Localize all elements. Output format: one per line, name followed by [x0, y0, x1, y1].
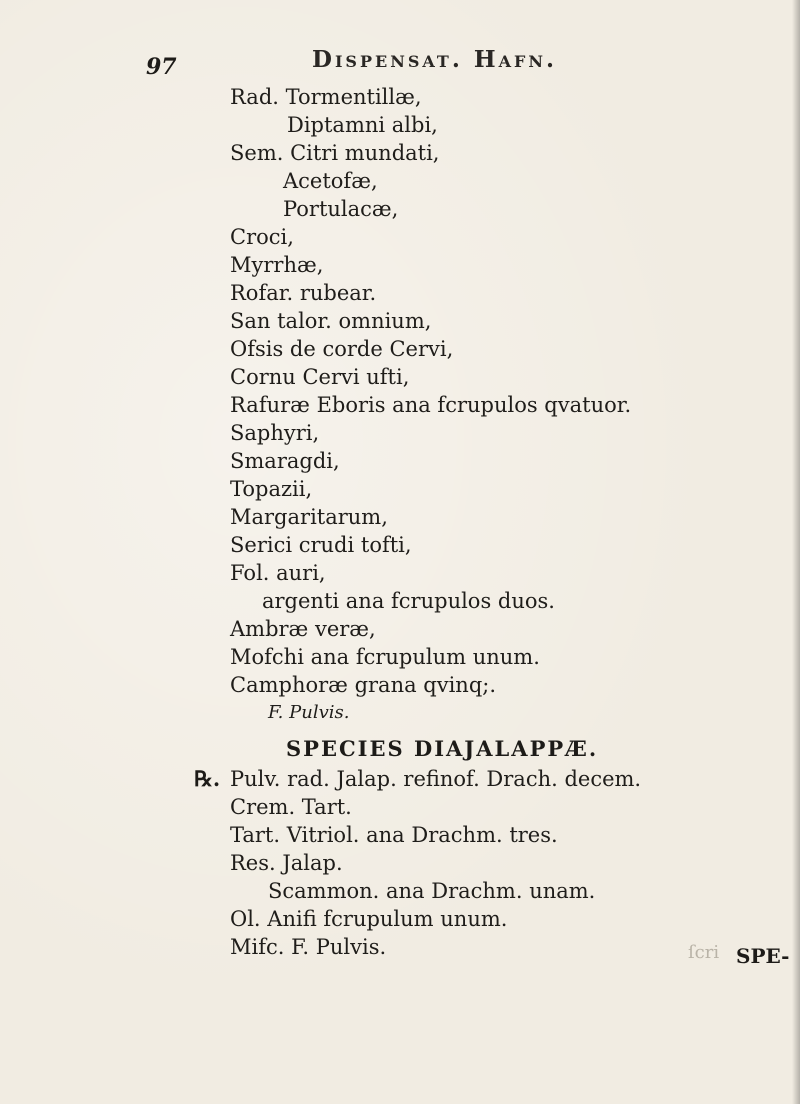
- recipe-line: Diptamni albi,: [287, 113, 438, 137]
- recipe-line: Saphyri,: [230, 421, 320, 445]
- recipe-line: Cornu Cervi ufti,: [230, 365, 410, 389]
- section-title: SPECIES DIAJALAPPÆ.: [286, 736, 599, 761]
- page-header: [0, 44, 800, 84]
- recipe-line: Tart. Vitriol. ana Drachm. tres.: [230, 823, 558, 847]
- recipe-line: Ambræ veræ,: [230, 617, 376, 641]
- recipe-line: Camphoræ grana qvinq;.: [230, 673, 497, 697]
- recipe-mark: ℞.: [194, 766, 221, 791]
- recipe-line: Mifc. F. Pulvis.: [230, 935, 387, 959]
- recipe-line: Scammon. ana Drachm. unam.: [268, 879, 596, 903]
- recipe-line: Pulv. rad. Jalap. refinof. Drach. decem.: [230, 767, 642, 791]
- recipe-line: Rad. Tormentillæ,: [230, 85, 422, 109]
- recipe-line: San talor. omnium,: [230, 309, 432, 333]
- bleed-through-text: ſcri: [688, 942, 720, 963]
- recipe-line: Portulacæ,: [283, 197, 399, 221]
- recipe-line: Serici crudi tofti,: [230, 533, 412, 557]
- recipe-line: Sem. Citri mundati,: [230, 141, 440, 165]
- page-number: 97: [146, 54, 177, 80]
- page-edge-shadow: [792, 0, 800, 1104]
- catchword: SPE-: [736, 944, 790, 968]
- recipe-line: Fol. auri,: [230, 561, 326, 585]
- recipe-line: Mofchi ana fcrupulum unum.: [230, 645, 540, 669]
- recipe-line: argenti ana fcrupulos duos.: [262, 589, 555, 613]
- recipe-line: F. Pulvis.: [268, 702, 350, 723]
- recipe-line: Rafuræ Eboris ana fcrupulos qvatuor.: [230, 393, 632, 417]
- recipe-line: Acetofæ,: [283, 169, 378, 193]
- recipe-line: Ofsis de corde Cervi,: [230, 337, 454, 361]
- recipe-line: Rofar. rubear.: [230, 281, 377, 305]
- running-head: Dispensat. Hafn.: [312, 46, 557, 73]
- recipe-line: Ol. Anifi fcrupulum unum.: [230, 907, 508, 931]
- recipe-line: Margaritarum,: [230, 505, 388, 529]
- recipe-line: Croci,: [230, 225, 294, 249]
- recipe-line: Myrrhæ,: [230, 253, 324, 277]
- recipe-line: Topazii,: [230, 477, 313, 501]
- recipe-line: Res. Jalap.: [230, 851, 343, 875]
- recipe-line: Crem. Tart.: [230, 795, 352, 819]
- recipe-line: Smaragdi,: [230, 449, 340, 473]
